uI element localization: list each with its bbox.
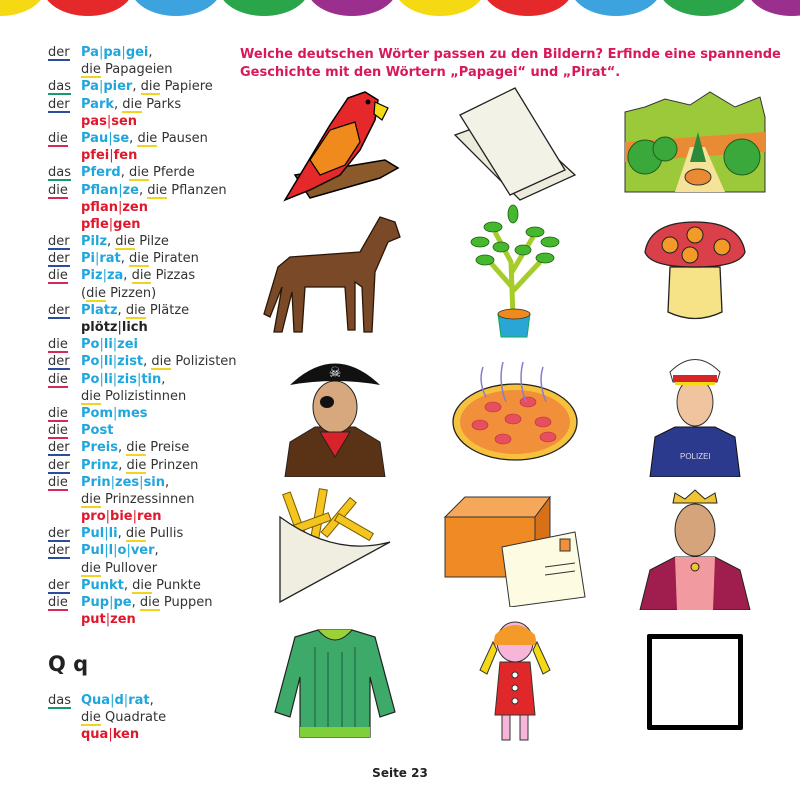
article: [48, 319, 81, 336]
mushroom-image: [610, 212, 780, 332]
article: der: [48, 45, 70, 60]
word-entry: der Platz, die Plätze: [48, 302, 190, 318]
word-entry: [48, 199, 248, 216]
word-entry: [48, 405, 248, 422]
headword: Pferd: [81, 165, 121, 181]
plural-form: die Piraten: [129, 251, 199, 267]
article: [48, 709, 81, 726]
headword: Po|li|zis|tin: [81, 371, 162, 387]
banner-scallop: [219, 0, 309, 16]
plural-form: (die Pizzen): [81, 285, 157, 301]
word-entry: der Pilz, die Pilze: [48, 234, 169, 250]
word-entry: [48, 560, 248, 577]
word-entry: die Po|li|zis|tin,: [48, 371, 166, 387]
banner-scallop: [43, 0, 133, 16]
word-entry: [48, 285, 248, 302]
word-entry: die Prin|zes|sin,: [48, 474, 170, 490]
plural-form: die Prinzessinnen: [81, 491, 195, 507]
word-entry: der Pi|rat, die Piraten: [48, 251, 199, 267]
word-entry: der Park, die Parks: [48, 96, 182, 112]
article: das: [48, 165, 71, 181]
word-entry: der Pul|l|o|ver,: [48, 543, 159, 559]
word-entry: [48, 147, 248, 164]
word-entry: der Po|li|zist, die Polizisten: [48, 354, 237, 370]
banner-scallop: [0, 0, 45, 16]
word-entry: [48, 61, 248, 78]
word-entry: [48, 319, 248, 336]
banner-scallop: [571, 0, 661, 16]
article: der: [48, 440, 70, 456]
headword: Po|li|zei: [81, 337, 139, 353]
sweater-image: [250, 622, 420, 742]
article: [48, 199, 81, 216]
article: der: [48, 577, 70, 593]
plural-form: die Polizistinnen: [81, 388, 187, 404]
prince-image: [610, 487, 780, 607]
article: die: [48, 268, 68, 284]
banner-scallop: [307, 0, 397, 16]
square-image: [610, 622, 780, 742]
word-entry: [48, 388, 248, 405]
banner-scallop: [131, 0, 221, 16]
article: die: [48, 474, 68, 490]
svg-text:☠: ☠: [328, 365, 342, 381]
pizza-image: [430, 352, 600, 472]
headword: Park: [81, 96, 115, 112]
word-entry: die Pau|se, die Pausen: [48, 130, 208, 146]
article: der: [48, 234, 70, 250]
headword: Pau|se: [81, 130, 130, 146]
headword: Punkt: [81, 577, 124, 593]
headword: Pi|rat: [81, 251, 121, 267]
parrot-image: [250, 82, 420, 202]
headword: Pup|pe: [81, 595, 132, 610]
word-entry: die Pup|pe, die Puppen: [48, 595, 213, 610]
word-entry: das Pa|pier, die Papiere: [48, 79, 213, 95]
headword: pfei|fen: [81, 148, 138, 164]
word-entry: der Preis, die Preise: [48, 440, 190, 456]
word-entry: der Pa|pa|gei,: [48, 45, 153, 60]
article: die: [48, 182, 68, 198]
headword: Pa|pier: [81, 79, 133, 95]
article: das: [48, 693, 71, 708]
banner-scallop: [659, 0, 749, 16]
article: der: [48, 251, 70, 267]
article: die: [48, 130, 68, 146]
article: die: [48, 595, 68, 610]
paper-image: [430, 82, 600, 202]
article: [48, 611, 81, 628]
word-entry: [48, 336, 248, 353]
mail-image: [430, 487, 600, 607]
policewoman-image: [610, 352, 780, 472]
word-entry: die Pflan|ze, die Pflanzen: [48, 182, 227, 198]
banner-scallop: [483, 0, 573, 16]
headword: Prinz: [81, 457, 119, 473]
headword: Pul|l|o|ver: [81, 543, 155, 559]
rainbow-banner: [0, 0, 800, 18]
exercise-instruction: Welche deutschen Wörter passen zu den Bildern? Erfinde eine spannende Geschichte mit den Wörtern „Papagei“ und „Pirat“.: [240, 47, 781, 80]
plural-form: die Parks: [122, 96, 182, 112]
headword: Post: [81, 423, 114, 439]
article: [48, 726, 81, 743]
article: das: [48, 79, 71, 95]
headword: plötz|lich: [81, 320, 148, 335]
park-image: [610, 82, 780, 202]
article: [48, 508, 81, 525]
headword: pflan|zen: [81, 199, 148, 215]
plural-form: die Pizzas: [131, 268, 196, 284]
plural-form: die Puppen: [139, 595, 213, 610]
word-entry: das Qua|d|rat,: [48, 693, 154, 708]
plural-form: die Polizisten: [151, 354, 237, 370]
article: [48, 491, 81, 508]
plant-image: [430, 212, 600, 332]
plural-form: die Pausen: [137, 130, 208, 146]
headword: put|zen: [81, 612, 136, 628]
headword: Preis: [81, 440, 118, 456]
article: [48, 560, 81, 577]
word-entry: [48, 216, 248, 233]
word-entry: der Prinz, die Prinzen: [48, 457, 199, 473]
article: [48, 113, 81, 130]
picture-grid: [250, 82, 790, 732]
word-entry: [48, 726, 248, 743]
article: [48, 61, 81, 78]
article: die: [48, 423, 68, 439]
headword: Pilz: [81, 234, 108, 250]
horse-image: [250, 212, 420, 332]
plural-form: die Plätze: [125, 302, 190, 318]
article: [48, 147, 81, 164]
plural-form: die Pflanzen: [147, 182, 227, 198]
headword: pro|bie|ren: [81, 509, 162, 525]
banner-scallop: [395, 0, 485, 16]
word-entry: der Punkt, die Punkte: [48, 577, 201, 593]
word-entry: [48, 611, 248, 628]
article: der: [48, 543, 70, 559]
article: der: [48, 302, 70, 318]
headword: Qua|d|rat: [81, 693, 150, 708]
article: [48, 216, 81, 233]
page-number: Seite 23: [372, 766, 428, 780]
word-entry: die Piz|za, die Pizzas: [48, 268, 196, 284]
plural-form: die Quadrate: [81, 710, 167, 726]
fries-image: [250, 487, 420, 607]
word-entry: [48, 709, 248, 726]
headword: Platz: [81, 302, 118, 318]
plural-form: die Papiere: [140, 79, 213, 95]
article: der: [48, 96, 70, 112]
headword: Pom|mes: [81, 405, 148, 421]
doll-image: [430, 622, 600, 742]
headword: Prin|zes|sin: [81, 474, 166, 490]
plural-form: die Pferde: [128, 165, 195, 181]
headword: qua|ken: [81, 727, 140, 743]
plural-form: die Pullis: [125, 526, 184, 542]
word-entry: das Pferd, die Pferde: [48, 165, 195, 181]
article: [48, 388, 81, 405]
section-heading-q: Q q: [48, 652, 89, 676]
article: [48, 285, 81, 302]
word-list-q: [48, 692, 248, 744]
word-entry: [48, 508, 248, 525]
plural-form: die Punkte: [132, 577, 201, 593]
word-entry: [48, 491, 248, 508]
headword: pfle|gen: [81, 216, 141, 232]
headword: Piz|za: [81, 268, 124, 284]
plural-form: die Papageien: [81, 62, 173, 78]
banner-scallop: [747, 0, 800, 16]
plural-form: die Preise: [126, 440, 190, 456]
article: die: [48, 405, 68, 421]
svg-text:POLIZEI: POLIZEI: [680, 452, 711, 461]
headword: Pflan|ze: [81, 182, 139, 198]
word-entry: [48, 422, 248, 439]
article: der: [48, 457, 70, 473]
headword: Pul|li: [81, 526, 118, 542]
headword: pas|sen: [81, 113, 138, 129]
word-entry: [48, 113, 248, 130]
headword: Pa|pa|gei: [81, 45, 149, 60]
article: die: [48, 337, 68, 353]
headword: Po|li|zist: [81, 354, 144, 370]
word-entry: der Pul|li, die Pullis: [48, 526, 184, 542]
pirate-image: [250, 352, 420, 472]
article: der: [48, 354, 70, 370]
word-list-p: [48, 44, 248, 628]
article: der: [48, 526, 70, 542]
plural-form: die Pullover: [81, 560, 158, 576]
plural-form: die Prinzen: [126, 457, 199, 473]
article: die: [48, 371, 68, 387]
plural-form: die Pilze: [115, 234, 169, 250]
